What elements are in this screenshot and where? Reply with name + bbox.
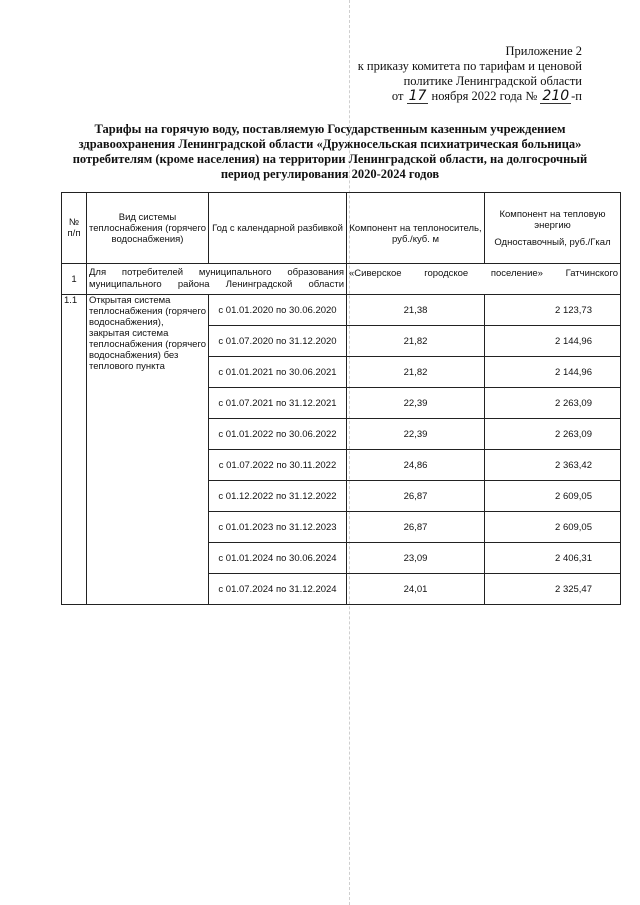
table-row	[62, 295, 621, 326]
carrier-cell: 21,38	[347, 295, 485, 326]
period-cell: с 01.07.2020 по 31.12.2020	[209, 326, 347, 357]
header-period: Год с календарной разбивкой	[209, 193, 347, 264]
period-cell: с 01.07.2022 по 30.11.2022	[209, 450, 347, 481]
group-row	[62, 264, 621, 295]
header-system: Вид системы теплоснабжения (горячего водоснабжения)	[87, 193, 209, 264]
energy-cell: 2 609,05	[485, 512, 621, 543]
title-line-3: потребителям (кроме населения) на территории Ленинградской области, на долгосрочный	[72, 152, 588, 166]
header-energy-title: Компонент на тепловую энергию	[499, 208, 606, 231]
header-energy	[485, 193, 621, 264]
appendix-order-ref: к приказу комитета по тарифам и ценовой	[357, 59, 582, 73]
carrier-cell: 26,87	[347, 481, 485, 512]
appendix-title: Приложение 2	[505, 44, 582, 58]
appendix-date-line	[350, 89, 582, 104]
order-suffix: -п	[571, 89, 582, 103]
carrier-cell: 23,09	[347, 543, 485, 574]
carrier-cell: 22,39	[347, 388, 485, 419]
title-line-4: период регулирования 2020-2024 годов	[220, 167, 440, 181]
period-cell: с 01.07.2024 по 31.12.2024	[209, 574, 347, 605]
carrier-cell: 21,82	[347, 326, 485, 357]
period-cell: с 01.01.2024 по 30.06.2024	[209, 543, 347, 574]
group-text-left: Для потребителей муниципального образования муниципального района Ленинградской области	[87, 264, 347, 295]
carrier-cell: 22,39	[347, 419, 485, 450]
energy-cell: 2 123,73	[485, 295, 621, 326]
energy-cell: 2 263,09	[485, 419, 621, 450]
period-cell: с 01.01.2022 по 30.06.2022	[209, 419, 347, 450]
order-number-handwritten: 210	[542, 88, 570, 104]
carrier-cell: 24,86	[347, 450, 485, 481]
group-num: 1	[62, 264, 87, 295]
date-day-handwritten: 17	[408, 88, 427, 104]
title-line-1: Тарифы на горячую воду, поставляемую Государственным казенным учреждением	[94, 122, 566, 136]
period-cell: с 01.12.2022 по 31.12.2022	[209, 481, 347, 512]
tariffs-table	[61, 192, 621, 605]
header-carrier: Компонент на теплоноситель, руб./куб. м	[347, 193, 485, 264]
energy-cell: 2 144,96	[485, 326, 621, 357]
period-cell: с 01.07.2021 по 31.12.2021	[209, 388, 347, 419]
energy-cell: 2 406,31	[485, 543, 621, 574]
appendix-committee: политике Ленинградской области	[403, 74, 582, 88]
sub-num: 1.1	[62, 295, 87, 605]
group-text-right: «Сиверское городское поселение» Гатчинского	[347, 264, 621, 295]
energy-cell: 2 363,42	[485, 450, 621, 481]
period-cell: с 01.01.2021 по 30.06.2021	[209, 357, 347, 388]
document-title	[55, 122, 605, 182]
system-type: Открытая система теплоснабжения (горячего водоснабжения), закрытая система теплоснабжения (горячего водоснабжения) без теплового пункта	[87, 295, 209, 605]
carrier-cell: 26,87	[347, 512, 485, 543]
title-line-2: здравоохранения Ленинградской области «Дружносельская психиатрическая больница»	[78, 137, 582, 151]
carrier-cell: 24,01	[347, 574, 485, 605]
energy-cell: 2 263,09	[485, 388, 621, 419]
period-cell: с 01.01.2020 по 30.06.2020	[209, 295, 347, 326]
header-num: № п/п	[62, 193, 87, 264]
date-prefix: от	[391, 89, 404, 103]
date-month-year: ноября 2022 года №	[431, 89, 538, 103]
energy-cell: 2 609,05	[485, 481, 621, 512]
table-header-row	[62, 193, 621, 264]
period-cell: с 01.01.2023 по 31.12.2023	[209, 512, 347, 543]
energy-cell: 2 144,96	[485, 357, 621, 388]
header-energy-sub: Одноставочный, руб./Гкал	[494, 236, 611, 248]
carrier-cell: 21,82	[347, 357, 485, 388]
appendix-block	[350, 44, 582, 104]
energy-cell: 2 325,47	[485, 574, 621, 605]
